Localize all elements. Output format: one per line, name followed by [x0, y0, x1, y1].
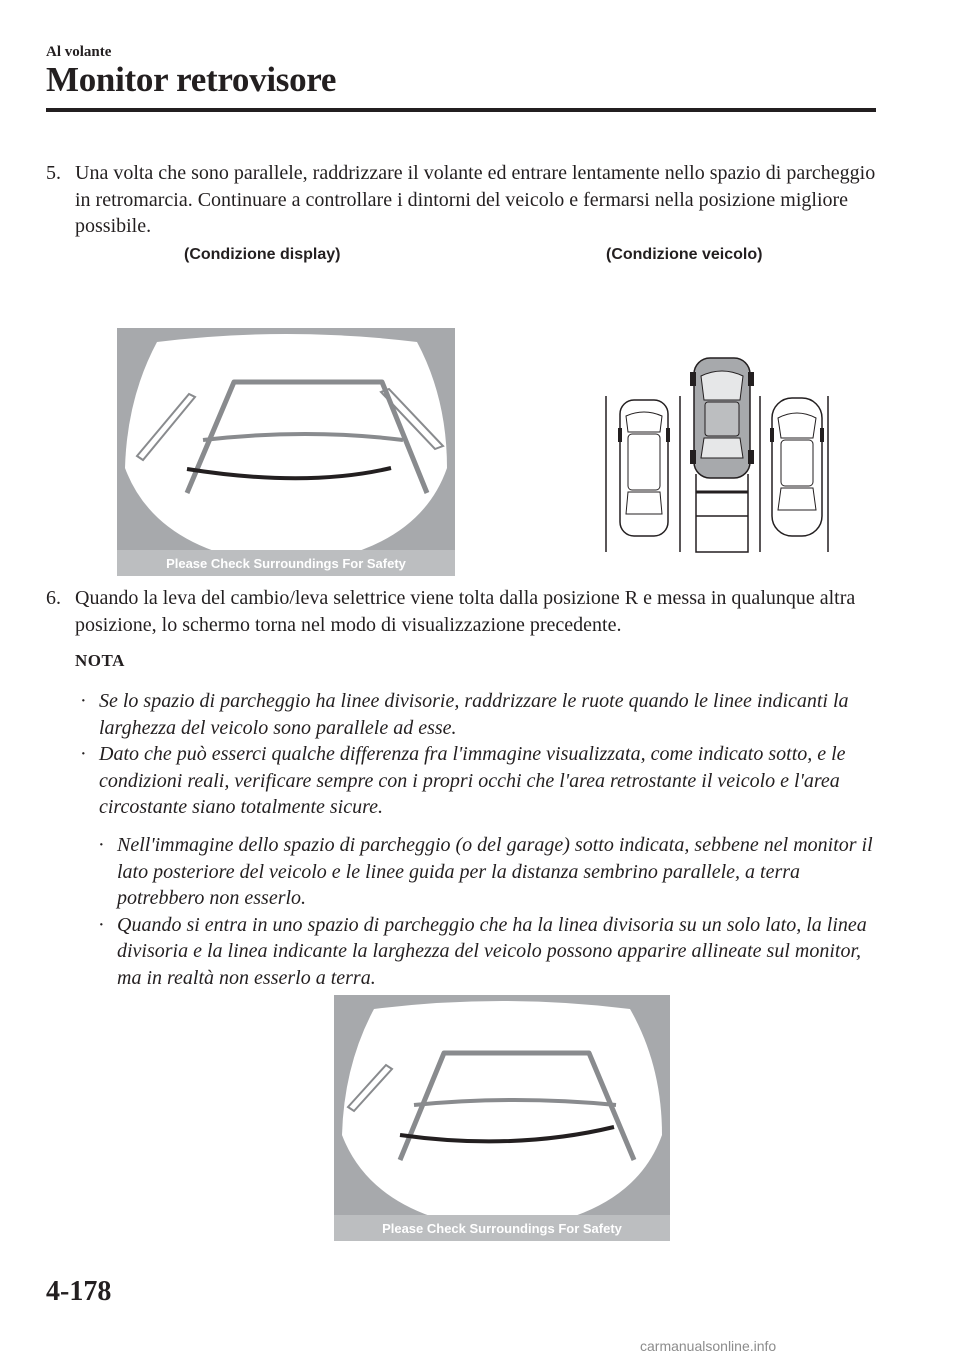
watermark: carmanualsonline.info [640, 1338, 777, 1354]
step-5-text: Una volta che sono parallele, raddrizzare il volante ed entrare lentamente nello spazio di parcheggio in retromarcia. Continuare a controllare i dintorni del veicolo e fermarsi nella posizione migliore possibile. [75, 162, 876, 237]
nota-bullet-text: Se lo spazio di parcheggio ha linee divisorie, raddrizzare le ruote quando le linee indicanti la larghezza del veicolo sono parallele ad esse. [99, 690, 849, 739]
nota-sub-bullet-text: Nell'immagine dello spazio di parcheggio (o del garage) sotto indicata, sebbene nel monitor il lato posteriore del veicolo e le linee guida per la distanza sembrino parallele, a terra potrebbero non esserlo. [117, 834, 873, 909]
section-label: Al volante [46, 44, 112, 60]
nota-sub-bullet-text: Quando si entra in uno spazio di parcheggio che ha la linea divisoria su un solo lato, la linea divisoria e la linea indicante la larghezza del veicolo possono apparire allineate sul monitor, ma in realtà non esserlo a terra. [117, 913, 867, 989]
overlay-safety-text: Please Check Surroundings For Safety [166, 556, 406, 571]
nota-sub-bullet [93, 832, 885, 912]
nota-bullet [75, 688, 885, 741]
page-title: Monitor retrovisore [46, 60, 337, 99]
overlay-safety-text: Please Check Surroundings For Safety [382, 1221, 622, 1236]
step-5 [46, 160, 886, 240]
page-number: 4-178 [46, 1276, 112, 1307]
rear-space-marking [696, 474, 748, 552]
nota-sub-bullet [93, 912, 885, 992]
bullet-dot: · [80, 743, 87, 765]
left-parked-car [618, 400, 670, 536]
step-6 [46, 585, 886, 638]
nota-bullet-text: Dato che può esserci qualche differenza fra l'immagine visualizzata, come indicato sotto, e le condizioni reali, verificare sempre con i propri occhi che l'area retrostante il veicolo e l'area circostante siano totalmente sicure. [99, 743, 846, 818]
bullet-dot: · [80, 690, 87, 712]
camera-display-figure [117, 328, 455, 576]
bullet-dot: · [98, 913, 105, 936]
vehicle-condition-figure [600, 354, 832, 556]
nota-label: NOTA [75, 651, 125, 670]
title-rule [46, 108, 876, 112]
step-6-number: 6. [46, 587, 61, 609]
nota-bullet [75, 741, 885, 821]
caption-vehicle: (Condizione veicolo) [606, 246, 763, 263]
nota-sub-bullets [93, 832, 885, 991]
bullet-dot: · [98, 834, 105, 856]
nota-bullets [75, 688, 885, 821]
reversing-car [690, 358, 754, 478]
camera-display-figure-2 [334, 995, 670, 1241]
step-6-text: Quando la leva del cambio/leva selettrice viene tolta dalla posizione R e messa in qualunque altra posizione, lo schermo torna nel modo di visualizzazione precedente. [75, 587, 856, 636]
step-5-number: 5. [46, 162, 61, 184]
caption-display: (Condizione display) [184, 246, 341, 263]
right-parked-car [770, 398, 824, 536]
